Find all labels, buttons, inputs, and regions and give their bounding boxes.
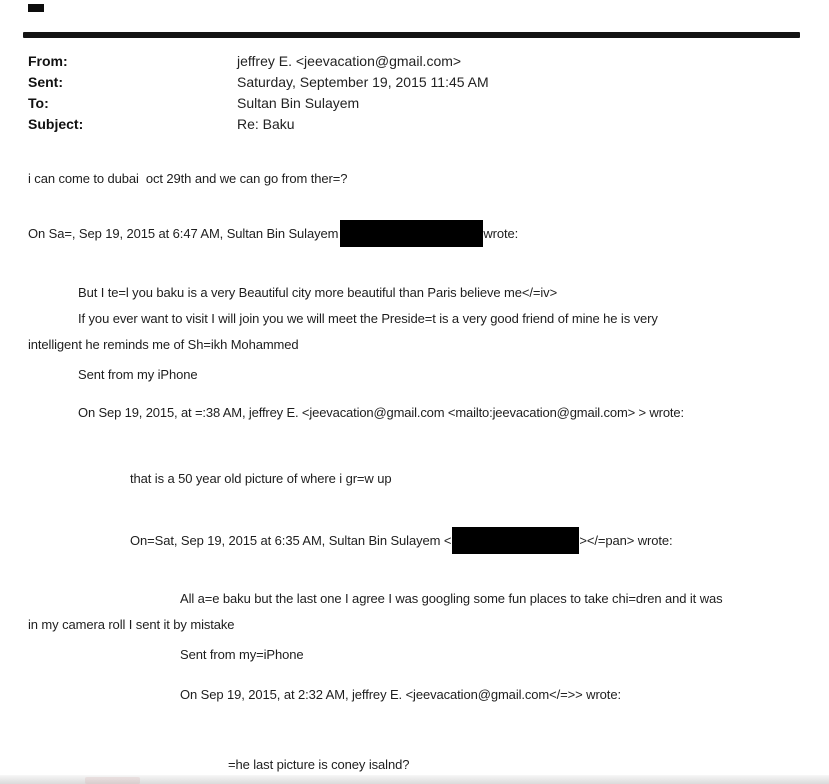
from-value: jeffrey E. <jeevacation@gmail.com> (237, 53, 462, 69)
top-left-redaction-mark (28, 4, 44, 12)
redaction-bar (340, 220, 483, 247)
quote1-paragraph-1: But I te=l you baku is a very Beautiful city more beautiful than Paris believe me</=iv> (78, 285, 558, 300)
quote3-paragraph-2: in my camera roll I sent it by mistake (28, 617, 235, 632)
quote4-attribution-line: On Sep 19, 2015, at 2:32 AM, jeffrey E. <jeevacation@gmail.com</=>> wrote: (180, 687, 621, 702)
message-line-reply: i can come to dubai oct 29th and we can go from ther=? (28, 171, 348, 186)
quote1-paragraph-2: If you ever want to visit I will join you we will meet the Preside=t is a very good friend of mine he is very (78, 311, 658, 326)
header-row-subject (0, 115, 829, 134)
subject-label: Subject: (28, 116, 84, 132)
quote1-signature: Sent from my iPhone (78, 367, 198, 382)
redaction-bar (452, 527, 579, 554)
message-line-coney-island: =he last picture is coney isalnd? (228, 757, 410, 772)
quote3-paragraph-1: All a=e baku but the last one I agree I was googling some fun places to take chi=dren and it was (180, 591, 723, 606)
quote1-attribution-line (28, 219, 518, 247)
quote1-attribution-pre: On Sa=, Sep 19, 2015 at 6:47 AM, Sultan Bin Sulayem (28, 225, 339, 241)
quote3-attribution-line (130, 526, 673, 554)
to-value: Sultan Bin Sulayem (237, 95, 360, 111)
quote1-paragraph-3: intelligent he reminds me of Sh=ikh Mohammed (28, 337, 299, 352)
header-row-to (0, 94, 829, 113)
quote3-attribution-post: ></=pan> wrote: (579, 532, 673, 548)
header-row-sent (0, 73, 829, 92)
bottom-smudge-artifact (85, 777, 140, 784)
from-label: From: (28, 53, 68, 69)
quote2-attribution-line: On Sep 19, 2015, at =:38 AM, jeffrey E. <jeevacation@gmail.com <mailto:jeevacation@gmail.com> > wrote: (78, 405, 684, 420)
sent-label: Sent: (28, 74, 63, 90)
header-divider-rule (23, 32, 800, 38)
subject-value: Re: Baku (237, 116, 295, 132)
sent-value: Saturday, September 19, 2015 11:45 AM (237, 74, 489, 90)
header-row-from (0, 52, 829, 71)
quote3-attribution-pre: On=Sat, Sep 19, 2015 at 6:35 AM, Sultan Bin Sulayem < (130, 532, 452, 548)
quote1-attribution-post: wrote: (483, 225, 519, 241)
to-label: To: (28, 95, 49, 111)
message-line-picture: that is a 50 year old picture of where i gr=w up (130, 471, 392, 486)
quote3-signature: Sent from my=iPhone (180, 647, 304, 662)
